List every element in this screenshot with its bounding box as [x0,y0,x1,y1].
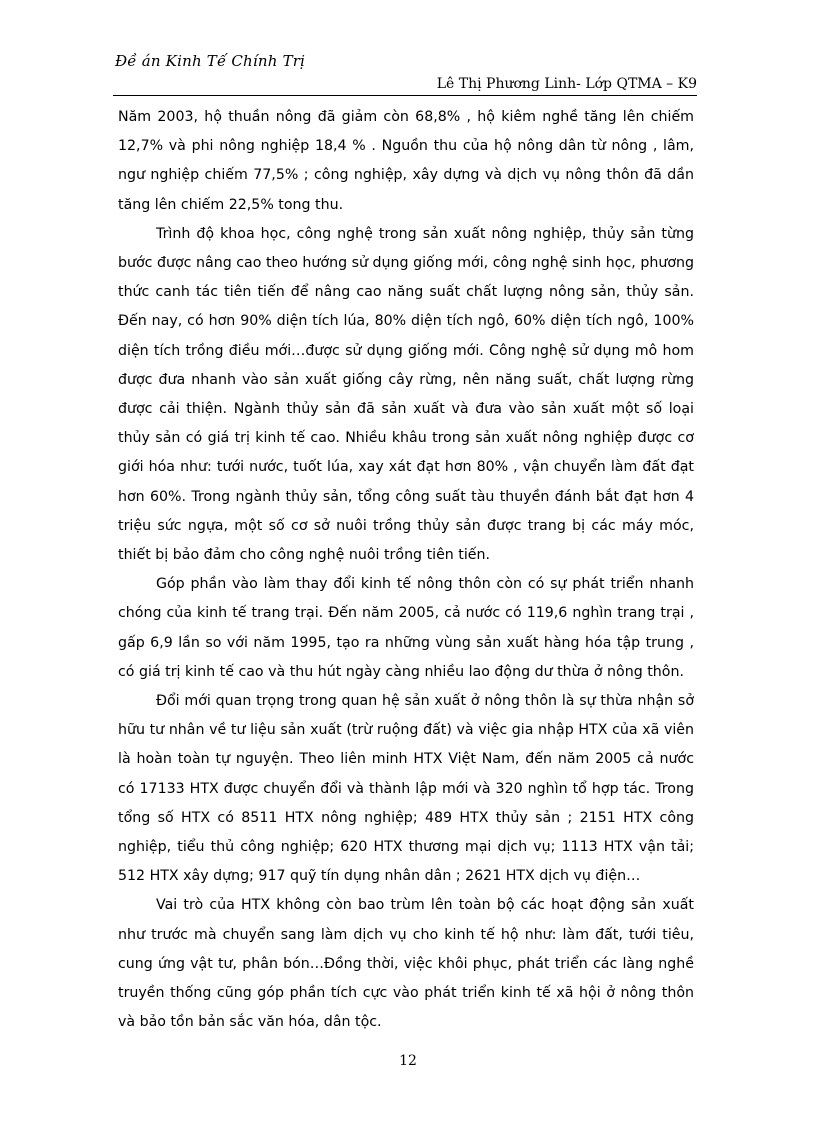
paragraph: Trình độ khoa học, công nghệ trong sản xuất nông nghiệp, thủy sản từng bước được nâng cao theo hướng sử dụng giống mới, công nghệ sinh học, phương thức canh tác tiên tiến để nâng cao năng suất chất lượng nông sản, thủy sản. Đến nay, có hơn 90% diện tích lúa, 80% diện tích ngô, 60% diện tích ngô, 100% diện tích trồng điều mới…được sử dụng giống mới. Công nghệ sử dụng mô hom được đưa nhanh vào sản xuất giống cây rừng, nên năng suất, chất lượng rừng được cải thiện. Ngành thủy sản đã sản xuất và đưa vào sản xuất một số loại thủy sản có giá trị kinh tế cao. Nhiều khâu trong sản xuất nông nghiệp được cơ giới hóa như: tưới nước, tuốt lúa, xay xát đạt hơn 80% , vận chuyển làm đất đạt hơn 60%. Trong ngành thủy sản, tổng công suất tàu thuyền đánh bắt đạt hơn 4 triệu sức ngựa, một số cơ sở nuôi trồng thủy sản được trang bị các máy móc, thiết bị bảo đảm cho công nghệ nuôi trồng tiên tiến. [118,225,694,564]
paragraph: Vai trò của HTX không còn bao trùm lên toàn bộ các hoạt động sản xuất như trước mà chuyển sang làm dịch vụ cho kinh tế hộ như: làm đất, tưới tiêu, cung ứng vật tư, phân bón…Đồng thời, việc khôi phục, phát triển các làng nghề truyền thống cũng góp phần tích cực vào phát triển kinh tế xã hội ở nông thôn và bảo tồn bản sắc văn hóa, dân tộc. [118,897,694,1031]
header-divider [113,95,697,96]
paragraph: Đổi mới quan trọng trong quan hệ sản xuất ở nông thôn là sự thừa nhận sở hữu tư nhân về tư liệu sản xuất (trừ ruộng đất) và việc gia nhập HTX của xã viên là hoàn toàn tự nguyện. Theo liên minh HTX Việt Nam, đến năm 2005 cả nước có 17133 HTX được chuyển đổi và thành lập mới và 320 nghìn tổ hợp tác. Trong tổng số HTX có 8511 HTX nông nghiệp; 489 HTX thủy sản ; 2151 HTX công nghiệp, tiểu thủ công nghiệp; 620 HTX thương mại dịch vụ; 1113 HTX vận tải; 512 HTX xây dựng; 917 quỹ tín dụng nhân dân ; 2621 HTX dịch vụ điện… [118,693,694,885]
page-number: 12 [399,1053,417,1069]
author-line: Lê Thị Phương Linh- Lớp QTMA – K9 [436,76,697,92]
paragraph: Góp phần vào làm thay đổi kinh tế nông thôn còn có sự phát triển nhanh chóng của kinh tế trang trại. Đến năm 2005, cả nước có 119,6 nghìn trang trại , gấp 6,9 lần so với năm 1995, tạo ra những vùng sản xuất hàng hóa tập trung , có giá trị kinh tế cao và thu hút ngày càng nhiều lao động dư thừa ở nông thôn. [118,576,694,680]
document-title: Đề án Kinh Tế Chính Trị [115,52,306,70]
document-body [118,103,694,1038]
paragraph: Năm 2003, hộ thuần nông đã giảm còn 68,8% , hộ kiêm nghề tăng lên chiếm 12,7% và phi nông nghiệp 18,4 % . Nguồn thu của hộ nông dân từ nông , lâm, ngư nghiệp chiếm 77,5% ; công nghiệp, xây dựng và dịch vụ nông thôn đã dần tăng lên chiếm 22,5% tong thu. [118,109,694,213]
